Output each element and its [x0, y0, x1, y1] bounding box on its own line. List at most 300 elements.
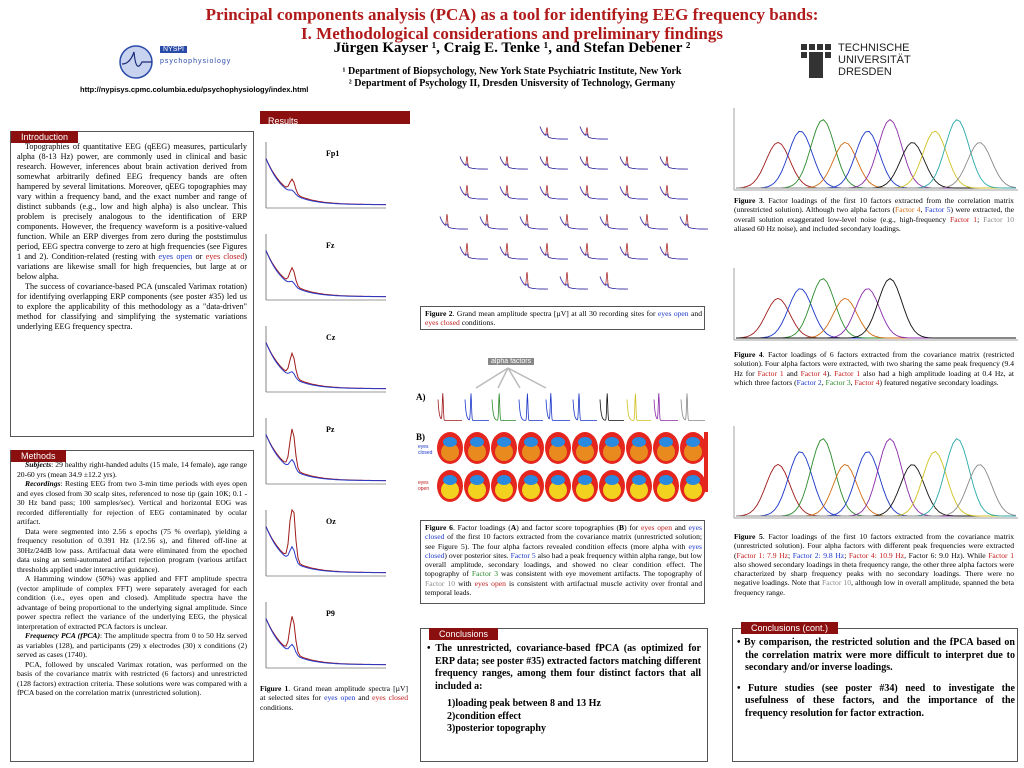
eyes-open-line: [266, 343, 386, 389]
methods-text: [17, 460, 247, 698]
eyes-open-line: [266, 619, 386, 665]
introduction-heading: Introduction: [11, 131, 78, 143]
results-bar: [260, 111, 410, 124]
fig6-t1: . Factor loadings (: [452, 523, 511, 532]
factor-loading: [519, 394, 543, 421]
factor-line: [736, 131, 1016, 188]
fig6-eyes-closed: eyes closed: [425, 523, 702, 542]
poster-title-line1: Principal components analysis (PCA) as a tool for identifying EEG frequency bands:: [205, 5, 819, 24]
site-spectrum: [460, 185, 488, 199]
fig3-t1: . Factor loadings of the first 10 factors extracted from the correlation matrix (unrestricted solution). Although two alpha factors (: [734, 196, 1014, 215]
loading-line: [519, 394, 543, 421]
fig2-eyes-open: eyes open: [657, 309, 689, 318]
site-spectrum: [660, 185, 688, 199]
figure-6-plot: [416, 358, 710, 520]
topo-blue: [686, 475, 700, 485]
fig4-factor4b: Factor 4: [854, 377, 880, 387]
figure-3-caption-box: [732, 196, 1016, 240]
site-spectrum: [560, 272, 588, 289]
fig5-factor1: Factor 1: 7.9 Hz: [736, 550, 788, 560]
site-spectrum: [500, 243, 528, 259]
topography-closed: [491, 432, 517, 464]
topography-closed: [464, 432, 490, 464]
recordings-text: : Resting EEG from two 3-min time periods with eyes open and eyes closed from 30 scalp sites, referenced to nose tip (gain 10K; 0.1 - 30 Hz band pass; 100 samples/sec). Vertical and horizontal EOG was recorded differentially for rejection of EEG contaminated by ocular artifact.: [17, 479, 247, 526]
site-spectrum: [540, 185, 568, 199]
topo-blue: [443, 475, 457, 485]
conclusions-heading: Conclusions: [429, 628, 498, 640]
factor-loading: [681, 393, 705, 420]
eyes-open-line: [540, 247, 568, 260]
topography-open: [626, 470, 652, 502]
eyes-open-line: [620, 187, 648, 200]
fig6-factor5: Factor 5: [510, 550, 536, 560]
row-b-label: B): [416, 432, 425, 442]
fig2-eyes-closed: eyes closed: [425, 318, 460, 328]
factor-line: [736, 142, 1016, 188]
eyes-open-line: [620, 247, 648, 260]
site-spectrum: [660, 156, 688, 169]
eyes-open-line: [480, 217, 508, 230]
eyes-closed-line: [600, 272, 628, 289]
topo-blue: [497, 437, 511, 447]
factor-line: [736, 143, 1016, 189]
loading-line: [492, 393, 516, 420]
fig1-text: . Grand mean amplitude spectra [µV] at selected sites for: [260, 684, 408, 703]
eyes-open-line: [660, 187, 688, 200]
eyes-closed-line: [266, 251, 386, 297]
affiliation-2: ² Department of Psychology II, Dresden Unisversity of Technology, Germany: [348, 78, 676, 89]
eyes-open-line: [640, 217, 668, 230]
figure-5-caption: Figure 5. Factor loadings of the first 10 factors extracted from the covariance matrix (unrestricted solution). Four alpha factors with different peak frequencies were extracted (Factor 1: 7.9 Hz; Factor 2: 9.8 Hz; Factor 4: 10.9 Hz, Factor 6: 9.0 Hz). While Factor 1 also showed secondary loadings in theta frequency range, the other three alpha factors were characterized by sharp frequency peaks with no secondary loadings. There were no negative loadings. Note that Factor 10, although low in overall amplitude, spanned the beta frequency range.: [734, 532, 1014, 597]
topo-blue: [605, 437, 619, 447]
introduction-panel: [10, 131, 254, 437]
fig6-eyes-open: eyes open: [640, 523, 672, 532]
topography-open: [545, 470, 571, 502]
eyes-closed-line: [266, 429, 386, 481]
fig4-t2: ).: [826, 368, 832, 378]
site-spectrum: [620, 156, 648, 169]
fig3-factor10: Factor 10: [983, 214, 1014, 224]
factor-loading: [465, 393, 489, 420]
topo-blue: [497, 475, 511, 485]
topography-closed: [626, 432, 652, 464]
poster-url[interactable]: http://nypisys.cpmc.columbia.edu/psychophysiology/index.html: [80, 85, 309, 94]
color-scale: [704, 432, 708, 492]
eyes-closed-line: [266, 159, 386, 205]
fig6-t2: ) and factor score topographies (: [516, 523, 619, 532]
topo-blue: [659, 437, 673, 447]
factor-loading: [654, 393, 678, 420]
fig6-and: and: [674, 523, 686, 532]
factor-loading: [492, 393, 516, 420]
topography-open: [464, 470, 490, 502]
loading-line: [573, 393, 597, 420]
site-spectrum: [580, 243, 608, 259]
eyes-open-line: [580, 247, 608, 260]
figure-6-label: Figure 6: [425, 523, 453, 532]
eyes-open-line: [500, 187, 528, 200]
site-spectrum: [620, 185, 648, 199]
topography-closed: [545, 432, 571, 464]
site-spectrum: [660, 243, 688, 259]
fig2-and: and: [691, 309, 703, 318]
eyes-closed-line: [520, 214, 548, 229]
site-spectrum: [640, 214, 668, 229]
topo-blue: [578, 475, 592, 485]
site-label: Pz: [326, 425, 335, 434]
factor-loading: [627, 394, 651, 421]
fig4-factor1: Factor 1: [757, 368, 784, 378]
topo-blue: [551, 475, 565, 485]
topo-blue: [551, 437, 565, 447]
eyes-closed-line: [460, 156, 488, 169]
eyes-open-line: [460, 157, 488, 170]
figure-1-panel: [258, 128, 410, 762]
figure-4-plot: [732, 258, 1018, 348]
fig6-eyes-closed-2: eyes closed: [425, 541, 702, 560]
eyes-open-line: [580, 127, 608, 140]
site-spectrum: [500, 156, 528, 169]
factor-line: [736, 299, 1016, 339]
eyes-closed-line: [540, 127, 568, 140]
site-label: P9: [326, 609, 335, 618]
nyspi-logo: [118, 42, 232, 84]
fig5-factor10: Factor 10: [821, 578, 852, 588]
eyes-open-line: [266, 159, 386, 205]
site-spectrum: [560, 214, 588, 229]
figure-3-loadings: [732, 98, 1018, 198]
eyes-open-row-label: eyes open: [418, 480, 430, 492]
figure-1-label: Figure 1: [260, 684, 289, 693]
eyes-open-line: [600, 217, 628, 230]
site-spectrum: [580, 156, 608, 169]
eyes-closed-line: [500, 243, 528, 259]
factor-line: [736, 465, 1016, 516]
topo-blue: [578, 437, 592, 447]
figure-4-caption-box: [732, 350, 1016, 402]
figure-1-caption: [260, 684, 408, 712]
figure-2-caption-box: [420, 306, 705, 330]
eyes-closed-line: [560, 214, 588, 229]
topo-blue: [605, 475, 619, 485]
factor-line: [736, 452, 1016, 516]
eyes-closed-line: [266, 616, 386, 664]
fig6-t5: ) over posterior sites.: [444, 550, 509, 560]
fig5-factor2: Factor 2: 9.8 Hz: [792, 550, 845, 560]
row-a-label: A): [416, 392, 426, 402]
fig6-factor10: Factor 10: [425, 578, 456, 588]
fig3-t3: aliased 60 Hz noise), and included secondary loadings.: [734, 223, 901, 233]
tu-dresden-emblem-icon: [800, 42, 832, 80]
topography-closed: [599, 432, 625, 464]
factor-line: [736, 465, 1016, 516]
eyes-closed-line: [580, 185, 608, 199]
conclusions-cont-bullet-2: Future studies (see poster #34) need to investigate the usefulness of these factors, and the importance of the frequency resolution for factor extraction.: [745, 682, 1015, 719]
eyes-closed-line: [620, 185, 648, 199]
conclusions-cont-text: • By comparison, the restricted solution and the fPCA based on the correlation matrix were more difficult to interpret due to secondary and/or inverse loadings. • Future studies (see poster #34) need to investigate the usefulness of these factors, and the importance of the frequency resolution for factor extraction.: [737, 637, 1015, 719]
tu-line2: UNIVERSITÄT: [838, 54, 911, 66]
fig6-t9: is consistent with artifactual muscle activity over frontal and temporal leads.: [425, 578, 702, 598]
eyes-open-line: [440, 217, 468, 230]
eyes-closed-line: [680, 214, 708, 229]
fig5-t1: . Factor loadings of the first 10 factors extracted from the covariance matrix (unrestricted solution). Four alpha factors with different peak frequencies were extracted (: [734, 532, 1014, 560]
site-spectrum: [480, 214, 508, 229]
alpha-factors-label: alpha factors: [488, 358, 534, 365]
eyes-closed-line: [460, 243, 488, 259]
introduction-text: [17, 142, 247, 332]
affiliation-1: ¹ Department of Biopsychology, New York State Psychiatric Institute, New York: [342, 66, 682, 77]
topography-open: [680, 470, 706, 502]
methods-paragraph-4: A Hamming window (50%) was applied and FFT amplitude spectra (vector amplitude of complex FFT) were separately averaged for each condition (i.e., eyes open and closed). Amplitude spectra have the advantage of being proportional to the underlying signal amplitude. Since power spectra reflect the variance of the underlying EEG, the physical interpretation of extracted PCA factors is unclear.: [17, 574, 247, 631]
topo-blue: [524, 475, 538, 485]
eyes-closed-line: [266, 343, 386, 389]
nyspi-label: NYSPI: [160, 46, 187, 53]
figure-6-loadings-topographies: [416, 358, 710, 520]
figure-3-plot: [732, 98, 1018, 198]
conclusions-cont-panel: [732, 623, 1018, 762]
topo-blue: [659, 475, 673, 485]
eyes-open-line: [266, 251, 386, 297]
site-spectrum: [460, 243, 488, 259]
figure-5-caption-box: [732, 532, 1016, 604]
fig1-eyes-closed: eyes closed: [372, 693, 408, 703]
site-spectrum: [540, 156, 568, 169]
recordings-label: Recordings: [25, 479, 61, 488]
eyes-open-line: [540, 127, 568, 140]
fig1-end: conditions.: [260, 702, 294, 712]
site-label: Oz: [326, 517, 336, 526]
fig4-factor1b: Factor 1: [834, 368, 861, 378]
eyes-open-line: [460, 247, 488, 260]
eyes-closed-line: [660, 243, 688, 259]
fig4-and: and: [786, 368, 798, 378]
eyes-closed-line: [560, 272, 588, 289]
results-heading: Results: [268, 116, 299, 126]
fig4-t1: . Factor loadings of 6 factors extracted from the covariance matrix (restricted solution). Four alpha factors were extracted, with two sharing the same peak frequency (9.4 Hz for: [734, 350, 1014, 378]
topography-closed: [437, 432, 463, 464]
conclusions-cont-heading: Conclusions (cont.): [741, 622, 838, 634]
factor-line: [736, 452, 1016, 516]
site-spectrum: [440, 214, 468, 229]
fig4-t3: also had a high amplitude loading at 0.4 Hz, at which three factors (: [734, 368, 1014, 387]
figure-1-spectra: [258, 128, 410, 688]
fig3-factor4: Factor 4: [894, 205, 921, 215]
factor-loading: [546, 393, 570, 420]
intro-paragraph-2: The success of covariance-based PCA (unscaled Varimax rotation) for identifying overlapping ERP components (see poster #35) led us to explore the applicability of this methodology as a "data-driven" method for classifying and simplifying the systematic variations underlying EEG frequency spectra.: [17, 282, 247, 331]
subjects-label: Subjects: [25, 460, 52, 469]
site-spectrum: [500, 185, 528, 199]
eyes-open-line: [600, 277, 628, 290]
intro-eyes-open: eyes open: [158, 252, 193, 261]
fig4-factor4: Factor 4: [800, 368, 827, 378]
fig6-t7: was consistent with eye movement artifacts. The topography of: [501, 569, 702, 579]
eyes-closed-row-label: eyes closed: [418, 444, 433, 456]
topo-blue: [632, 437, 646, 447]
topography-closed: [653, 432, 679, 464]
eyes-open-line: [580, 157, 608, 170]
figure-5-label: Figure 5: [734, 532, 763, 541]
loading-line: [600, 393, 624, 420]
eyes-open-line: [540, 187, 568, 200]
site-spectrum: [620, 243, 648, 259]
fig2-end: conditions.: [461, 318, 496, 328]
tu-line1: TECHNISCHE: [838, 42, 910, 54]
eyes-closed-line: [500, 156, 528, 169]
site-spectrum: [600, 272, 628, 289]
site-spectrum: [520, 214, 548, 229]
fig5-t3: also showed secondary loadings in theta frequency range, the other three alpha factors were characterized by sharp frequency peaks with no secondary loadings. There were no negative loadings. Note that: [734, 559, 1014, 588]
factor-line: [736, 464, 1016, 516]
fig4-t4: ) featured negative secondary loadings.: [879, 377, 999, 387]
site-spectrum: [540, 243, 568, 259]
conclusions-panel: [420, 628, 708, 762]
fig6-t6: also had a peak frequency within alpha range, but low overall amplitude, secondary loadings, and showed no clear condition effect. The topography of: [425, 550, 702, 579]
factor-line: [736, 143, 1016, 188]
factor-line: [736, 143, 1016, 188]
factor-line: [736, 465, 1016, 517]
eyes-closed-line: [580, 156, 608, 169]
eyes-closed-line: [620, 243, 648, 259]
eyes-open-line: [460, 187, 488, 200]
loading-line: [546, 393, 570, 420]
eyes-open-line: [520, 277, 548, 290]
site-spectrum: [580, 185, 608, 199]
eyes-closed-line: [640, 214, 668, 229]
site-spectrum: [680, 214, 708, 229]
factor-loading: [438, 393, 462, 420]
methods-paragraph-3: Data were segmented into 2.56 s epochs (75 % overlap), yielding a frequency resolution of 0.391 Hz (1/2.56 s), and filtered off-line at 30Hz/24dB low pass. Artifactual data were eliminated from the epoched data using an semi-automated artifact rejection program (various artifact thresholds applied under interactive guidance).: [17, 526, 247, 574]
intro-paragraph-1-end: ) variations are likewise small for high frequencies, but large at or below alpha.: [17, 252, 248, 281]
eyes-closed-line: [480, 214, 508, 229]
fig4-factor2: Factor 2: [796, 377, 822, 387]
fig6-eyes-open-2: eyes open: [474, 578, 506, 588]
nyspi-sublabel: psychophysiology: [160, 58, 232, 65]
eyes-open-line: [660, 247, 688, 260]
eyes-closed-line: [460, 185, 488, 199]
figure-2-label: Figure 2: [425, 309, 453, 318]
poster-title-line2: I. Methodological considerations and preliminary findings: [301, 24, 723, 43]
eyes-closed-line: [660, 185, 688, 199]
figure-4-label: Figure 4: [734, 350, 763, 359]
site-spectrum: [520, 272, 548, 289]
eyes-open-line: [620, 157, 648, 170]
fig3-t2: ) were extracted, the overall solution exaggerated low-level noise (e.g., high-frequency: [734, 205, 1015, 224]
factor-loading: [573, 393, 597, 420]
factor-line: [736, 452, 1016, 516]
topo-blue: [524, 437, 538, 447]
nyspi-circle-icon: [118, 44, 158, 80]
topo-blue: [632, 475, 646, 485]
fig4-factor3: Factor 3: [825, 377, 851, 387]
eyes-closed-line: [620, 156, 648, 169]
intro-paragraph-1: Topographies of quantitative EEG (qEEG) measures, particularly alpha (8-13 Hz) power, are commonly used in clinical and basic research. However, inferences about brain activation derived from somewhat arbitrarily defined EEG frequency bands are often hampered by several limitations. Moreover, qEEG topographies may vary within a frequency band, and the exact number and range of distinct subbands (e.g., low and high alpha) is also unclear. This problem is precisely analogous to the identification of ERP components. However, the frequency waveform is a positive-valued function. While an ERP diverges from zero during the poststimulus period, EEG spectra converge to zero at high frequencies (see Figures 1 and 2). Condition-related (resting with: [17, 142, 247, 261]
eyes-closed-line: [580, 127, 608, 140]
eyes-closed-line: [600, 214, 628, 229]
topography-closed: [680, 432, 706, 464]
tu-line3: DRESDEN: [838, 66, 892, 78]
conclusions-lead: The unrestricted, covariance-based fPCA (as optimized for ERP data; see poster #35) extracted factors matching different frequency ranges, among them four distinct factors that all included a:: [435, 643, 701, 692]
factor-line: [736, 131, 1016, 188]
eyes-open-line: [680, 217, 708, 230]
eyes-closed-line: [660, 156, 688, 169]
fig6-A: A: [510, 523, 517, 532]
fig5-t4: , although low in overall amplitude, spanned the beta frequency range.: [734, 578, 1014, 597]
conclusions-cont-bullet-1: By comparison, the restricted solution and the fPCA based on the correlation matrix were more difficult to interpret due to secondary and/or inverse loadings.: [743, 637, 1015, 673]
eyes-open-line: [560, 217, 588, 230]
site-spectrum: [580, 127, 608, 140]
topography-closed: [572, 432, 598, 464]
site-spectrum: [540, 127, 568, 140]
loading-line: [654, 393, 678, 420]
eyes-closed-line: [540, 156, 568, 169]
factor-loading: [600, 393, 624, 420]
loading-line: [438, 393, 462, 420]
fpca-label: Frequency PCA (fPCA): [25, 631, 101, 640]
poster-authors: Jürgen Kayser ¹, Craig E. Tenke ¹, and Stefan Debener ²: [333, 40, 691, 56]
fig2-text: . Grand mean amplitude spectra [µV] at all 30 recording sites for: [452, 309, 656, 318]
methods-heading: Methods: [11, 450, 66, 462]
topo-blue: [443, 437, 457, 447]
topo-blue: [686, 437, 700, 447]
eyes-closed-line: [520, 272, 548, 289]
topo-blue: [470, 437, 484, 447]
subjects-text: : 29 healthy right-handed adults (15 male, 14 female), age range 20-60 yrs (mean 34.9 ±12.2 yrs).: [17, 460, 247, 479]
eyes-open-line: [580, 187, 608, 200]
topography-open: [437, 470, 463, 502]
factor-line: [736, 131, 1016, 188]
eyes-open-line: [520, 217, 548, 230]
figure-2-caption: [425, 309, 702, 328]
fig6-t4: of the first 10 factors extracted from the covariance matrix (unrestricted solution; see Figure 5). The four alpha factors revealed condition effects (more alpha with: [425, 532, 702, 551]
eyes-open-line: [500, 247, 528, 260]
site-spectrum: [460, 156, 488, 169]
factor-line: [736, 298, 1016, 338]
figure-3-label: Figure 3: [734, 196, 763, 205]
figure-2-plot: [420, 110, 710, 306]
eyes-open-line: [266, 527, 386, 573]
eyes-open-line: [560, 277, 588, 290]
conclusions-item-3: 3)posterior topography: [447, 723, 546, 734]
fig1-and: and: [358, 693, 370, 703]
intro-or: or: [195, 252, 203, 261]
conclusions-item-1: 1)loading peak between 8 and 13 Hz: [447, 698, 601, 709]
eyes-closed-line: [440, 214, 468, 229]
fig6-t3: ) for: [624, 523, 639, 532]
figure-5-plot: [732, 416, 1018, 526]
fig6-t8: with: [458, 578, 472, 588]
figure-4-caption: Figure 4. Factor loadings of 6 factors extracted from the covariance matrix (restricted solution). Four alpha factors were extracted, with two sharing the same peak frequency (9.4 Hz for Factor 1 and Factor 4). Factor 1 also had a high amplitude loading at 0.4 Hz, at which three factors (Factor 2, Factor 3, Factor 4) featured negative secondary loadings.: [734, 350, 1014, 387]
figure-6-caption-box: [420, 520, 705, 604]
fig1-eyes-open: eyes open: [324, 693, 356, 703]
fig3-factor5: Factor 5: [924, 205, 951, 215]
topography-open: [599, 470, 625, 502]
site-label: Fp1: [326, 149, 340, 158]
figure-4-loadings: [732, 258, 1018, 348]
figure-5-loadings: [732, 416, 1018, 526]
methods-paragraph-6: PCA, followed by unscaled Varimax rotation, was performed on the basis of the covariance matrix with restricted (6 factors) and unrestricted (128 factors) extraction criteria. These solutions were was compared with a fPCA based on the correlation matrix (unrestricted solution).: [17, 659, 247, 697]
poster-header: [0, 0, 1024, 100]
topography-open: [518, 470, 544, 502]
eyes-closed-line: [500, 185, 528, 199]
fig6-B: B: [619, 523, 625, 532]
figure-6-caption: [425, 523, 702, 597]
conclusions-text: • The unrestricted, covariance-based fPCA (as optimized for ERP data; see poster #35) extracted factors matching different frequency ranges, among them four distinct factors that all included a: 1)loading peak between 8 and 13 Hz 2)condition effect 3)posterior topography: [427, 643, 701, 734]
loading-line: [627, 394, 651, 421]
site-spectrum: [600, 214, 628, 229]
eyes-closed-line: [540, 243, 568, 259]
eyes-closed-line: [540, 185, 568, 199]
intro-eyes-closed: eyes closed: [205, 252, 245, 261]
